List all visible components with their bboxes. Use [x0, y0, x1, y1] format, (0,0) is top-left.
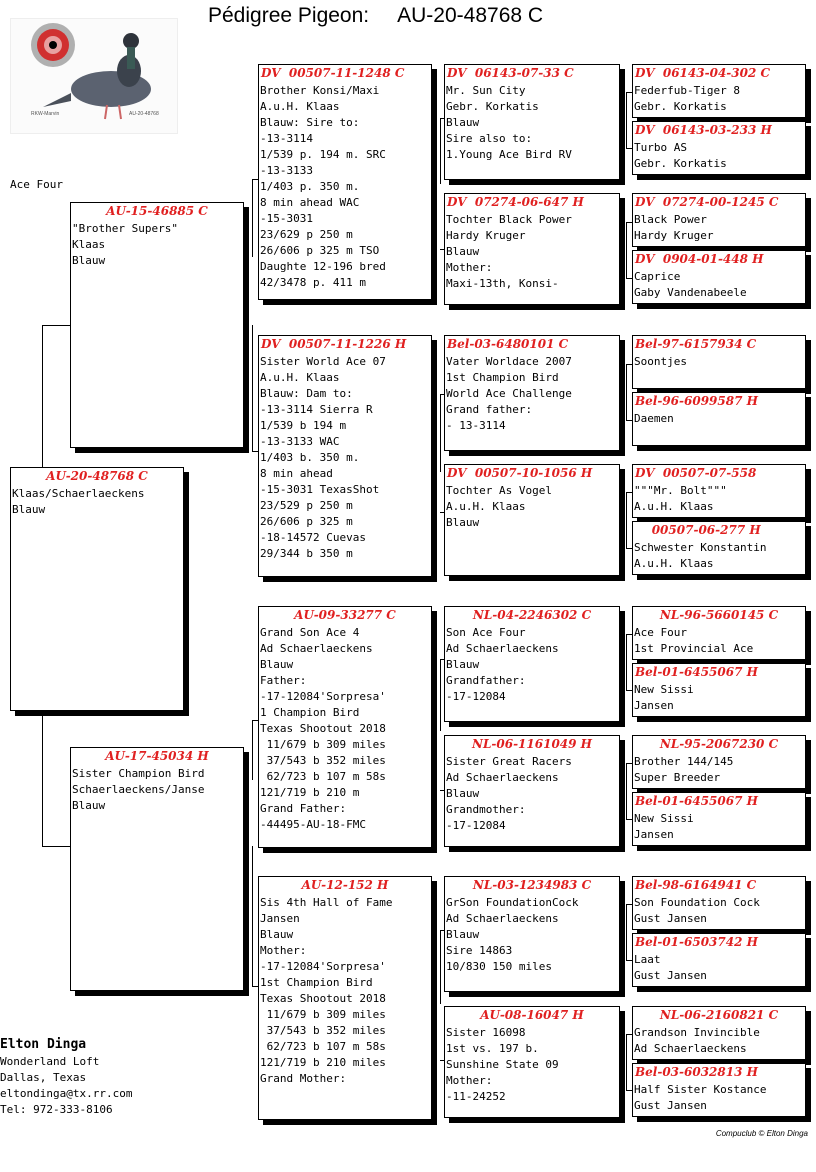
- gen5-box: [632, 464, 806, 518]
- gen5-box: [632, 933, 806, 987]
- pedigree-line: Turbo AS: [634, 141, 687, 154]
- pedigree-line: -15-3031 TexasShot: [260, 483, 380, 496]
- sire-line: Blauw: [72, 254, 106, 267]
- ring-number: NL-06-2160821 C: [659, 1008, 779, 1022]
- pedigree-line: -17-12084: [446, 819, 506, 832]
- pedigree-line: Gaby Vandenabeele: [634, 286, 747, 299]
- pedigree-line: Gebr. Korkatis: [634, 157, 727, 170]
- pedigree-line: Brother Konsi/Maxi: [260, 84, 380, 97]
- pedigree-line: -13-3133 WAC: [260, 435, 340, 448]
- ring-number: DV 00507-07-558: [635, 466, 757, 480]
- gen4-box: [444, 464, 620, 576]
- pedigree-line: Mother:: [260, 944, 307, 957]
- dam-box: [70, 747, 244, 991]
- photo-caption-right: AU-20-48768: [129, 111, 159, 117]
- pedigree-line: Gust Jansen: [634, 969, 707, 982]
- gen5-box: [632, 64, 806, 118]
- gen5-box: [632, 250, 806, 304]
- dam-line: Schaerlaeckens/Janse: [72, 783, 205, 796]
- ring-number: Bel-97-6157934 C: [635, 337, 757, 351]
- pedigree-line: 1/403 b. 350 m.: [260, 451, 360, 464]
- top-label: Ace Four: [10, 178, 63, 191]
- gen4-box: [444, 876, 620, 992]
- pedigree-line: Grandmother:: [446, 803, 526, 816]
- gen5-box: [632, 792, 806, 846]
- pedigree-line: 42/3478 p. 411 m: [260, 276, 366, 289]
- pedigree-line: Ad Schaerlaeckens: [446, 771, 559, 784]
- pedigree-line: Blauw: [446, 245, 480, 258]
- pedigree-line: 121/719 b 210 miles: [260, 1056, 386, 1069]
- page-title: Pédigree Pigeon: AU-20-48768 C: [208, 4, 544, 27]
- gen4-box: [444, 335, 620, 451]
- pedigree-line: Maxi-13th, Konsi-: [446, 277, 559, 290]
- pedigree-line: 1/539 b 194 m: [260, 419, 347, 432]
- ring-number: NL-03-1234983 C: [472, 878, 592, 892]
- gen5-box: [632, 193, 806, 247]
- pedigree-line: Ad Schaerlaeckens: [260, 642, 373, 655]
- pedigree-line: Hardy Kruger: [446, 229, 526, 242]
- owner-info: [0, 1036, 132, 1118]
- pedigree-line: Gebr. Korkatis: [634, 100, 727, 113]
- ring-number: Bel-03-6480101 C: [447, 337, 569, 351]
- pedigree-line: -17-12084: [446, 690, 506, 703]
- pedigree-line: 11/679 b 309 miles: [260, 738, 386, 751]
- sire-ring: AU-15-46885 C: [106, 204, 208, 218]
- pedigree-line: 37/543 b 352 miles: [260, 754, 386, 767]
- gen4-box: [444, 64, 620, 180]
- pedigree-line: -13-3114: [260, 132, 313, 145]
- gen4-box: [444, 1006, 620, 1118]
- pigeon-photo: [10, 18, 178, 134]
- pedigree-line: Daughte 12-196 bred: [260, 260, 386, 273]
- pedigree-line: 1st Provincial Ace: [634, 642, 754, 655]
- pedigree-line: Hardy Kruger: [634, 229, 714, 242]
- owner-email: eltondinga@tx.rr.com: [0, 1087, 133, 1100]
- ring-number: DV 00507-10-1056 H: [447, 466, 593, 480]
- pedigree-line: 8 min ahead WAC: [260, 196, 360, 209]
- gen5-box: [632, 392, 806, 446]
- ring-number: Bel-01-6455067 H: [635, 665, 758, 679]
- pedigree-line: Blauw: [260, 658, 294, 671]
- pedigree-line: -18-14572 Cuevas: [260, 531, 366, 544]
- gen4-box: [444, 735, 620, 847]
- pedigree-line: Blauw: Sire to:: [260, 116, 360, 129]
- owner-name: Elton Dinga: [0, 1037, 87, 1052]
- pedigree-line: Tochter Black Power: [446, 213, 572, 226]
- pedigree-line: Brother 144/145: [634, 755, 734, 768]
- pedigree-line: Ad Schaerlaeckens: [446, 912, 559, 925]
- pedigree-line: Federfub-Tiger 8: [634, 84, 740, 97]
- pedigree-line: 26/606 p 325 m TSO: [260, 244, 380, 257]
- pedigree-line: Blauw: [446, 658, 480, 671]
- pedigree-line: -11-24252: [446, 1090, 506, 1103]
- pedigree-line: """Mr. Bolt""": [634, 484, 727, 497]
- photo-caption-left: RKW-Marvin: [31, 111, 60, 117]
- pedigree-line: Ad Schaerlaeckens: [446, 642, 559, 655]
- ring-number: DV 06143-03-233 H: [635, 123, 772, 137]
- pedigree-line: -13-3133: [260, 164, 313, 177]
- gen5-box: [632, 876, 806, 930]
- pedigree-line: Schwester Konstantin: [634, 541, 767, 554]
- pedigree-line: 10/830 150 miles: [446, 960, 552, 973]
- pedigree-line: 62/723 b 107 m 58s: [260, 1040, 386, 1053]
- pedigree-line: 37/543 b 352 miles: [260, 1024, 386, 1037]
- pedigree-line: 23/629 p 250 m: [260, 228, 353, 241]
- pedigree-line: A.u.H. Klaas: [634, 557, 714, 570]
- ring-number: Bel-01-6503742 H: [635, 935, 758, 949]
- pedigree-line: Son Ace Four: [446, 626, 526, 639]
- pedigree-line: Blauw: [446, 928, 480, 941]
- pedigree-line: Grandfather:: [446, 674, 526, 687]
- ring-number: AU-09-33277 C: [294, 608, 396, 622]
- pedigree-line: A.u.H. Klaas: [260, 371, 340, 384]
- pedigree-line: Laat: [634, 953, 661, 966]
- pedigree-line: 11/679 b 309 miles: [260, 1008, 386, 1021]
- pedigree-line: Son Foundation Cock: [634, 896, 760, 909]
- pedigree-line: Grand Son Ace 4: [260, 626, 360, 639]
- sire-line: "Brother Supers": [72, 222, 178, 235]
- gen4-box: [444, 193, 620, 305]
- pedigree-line: Ad Schaerlaeckens: [634, 1042, 747, 1055]
- pedigree-line: -17-12084'Sorpresa': [260, 960, 386, 973]
- pedigree-line: Jansen: [634, 828, 674, 841]
- pedigree-line: Ace Four: [634, 626, 687, 639]
- ring-number: DV 0904-01-448 H: [635, 252, 764, 266]
- ring-number: Bel-03-6032813 H: [635, 1065, 758, 1079]
- pedigree-line: 29/344 b 350 m: [260, 547, 353, 560]
- sire-line: Klaas: [72, 238, 106, 251]
- pedigree-line: 1.Young Ace Bird RV: [446, 148, 572, 161]
- pedigree-line: 23/529 p 250 m: [260, 499, 353, 512]
- pedigree-line: A.u.H. Klaas: [260, 100, 340, 113]
- subject-line: Klaas/Schaerlaeckens: [12, 487, 145, 500]
- pedigree-line: Grandson Invincible: [634, 1026, 760, 1039]
- pedigree-line: Gust Jansen: [634, 1099, 707, 1112]
- pedigree-line: Grand father:: [446, 403, 533, 416]
- pedigree-line: Sire also to:: [446, 132, 533, 145]
- pedigree-line: Sis 4th Hall of Fame: [260, 896, 393, 909]
- pedigree-line: New Sissi: [634, 812, 694, 825]
- pedigree-line: A.u.H. Klaas: [634, 500, 714, 513]
- ring-number: NL-96-5660145 C: [659, 608, 779, 622]
- gen5-box: [632, 735, 806, 789]
- pedigree-line: - 13-3114: [446, 419, 506, 432]
- pedigree-line: 1st Champion Bird: [260, 976, 373, 989]
- pedigree-line: -13-3114 Sierra R: [260, 403, 373, 416]
- pedigree-line: Sister Great Racers: [446, 755, 572, 768]
- ring-number: AU-12-152 H: [301, 878, 389, 892]
- gen5-box: [632, 1063, 806, 1117]
- pedigree-line: Tochter As Vogel: [446, 484, 552, 497]
- pedigree-line: 1/539 p. 194 m. SRC: [260, 148, 386, 161]
- ring-number: DV 00507-11-1226 H: [261, 337, 407, 351]
- pedigree-line: Sire 14863: [446, 944, 513, 957]
- pedigree-line: Father:: [260, 674, 307, 687]
- owner-city: Dallas, Texas: [0, 1071, 87, 1084]
- pedigree-line: A.u.H. Klaas: [446, 500, 526, 513]
- pedigree-line: Gebr. Korkatis: [446, 100, 539, 113]
- pedigree-line: Texas Shootout 2018: [260, 722, 386, 735]
- ring-number: DV 06143-07-33 C: [447, 66, 574, 80]
- pedigree-line: Half Sister Kostance: [634, 1083, 767, 1096]
- pedigree-line: Sister World Ace 07: [260, 355, 386, 368]
- gen5-box: [632, 521, 806, 575]
- dam-ring: AU-17-45034 H: [105, 749, 209, 763]
- owner-phone: Tel: 972-333-8106: [0, 1103, 113, 1116]
- pedigree-line: Black Power: [634, 213, 707, 226]
- pedigree-line: New Sissi: [634, 683, 694, 696]
- pedigree-line: Blauw: [446, 516, 480, 529]
- dam-line: Sister Champion Bird: [72, 767, 205, 780]
- pedigree-line: Sunshine State 09: [446, 1058, 559, 1071]
- pedigree-line: GrSon FoundationCock: [446, 896, 579, 909]
- footer-credit: Compuclub © Elton Dinga: [715, 1129, 808, 1138]
- pedigree-line: Grand Mother:: [260, 1072, 347, 1085]
- granddam-paternal-box: [258, 335, 432, 577]
- pedigree-line: -44495-AU-18-FMC: [260, 818, 366, 831]
- ring-number: DV 00507-11-1248 C: [261, 66, 405, 80]
- subject-ring: AU-20-48768 C: [46, 469, 148, 483]
- ring-number: Bel-96-6099587 H: [635, 394, 758, 408]
- pedigree-line: Caprice: [634, 270, 681, 283]
- granddam-maternal-box: [258, 876, 432, 1120]
- pedigree-line: Blauw: [260, 928, 294, 941]
- pedigree-line: Blauw: [446, 116, 480, 129]
- gen5-box: [632, 335, 806, 389]
- pedigree-line: World Ace Challenge: [446, 387, 572, 400]
- pedigree-line: -15-3031: [260, 212, 313, 225]
- pedigree-line: 62/723 b 107 m 58s: [260, 770, 386, 783]
- pedigree-line: 8 min ahead: [260, 467, 333, 480]
- pedigree-line: Soontjes: [634, 355, 687, 368]
- pedigree-line: -17-12084'Sorpresa': [260, 690, 386, 703]
- pedigree-line: 1 Champion Bird: [260, 706, 360, 719]
- pedigree-line: Mother:: [446, 261, 493, 274]
- pedigree-line: Daemen: [634, 412, 674, 425]
- ring-number: NL-04-2246302 C: [472, 608, 592, 622]
- gen5-box: [632, 121, 806, 175]
- pedigree-line: 1st vs. 197 b.: [446, 1042, 539, 1055]
- pedigree-line: Gust Jansen: [634, 912, 707, 925]
- pedigree-line: Blauw: [446, 787, 480, 800]
- ring-number: Bel-01-6455067 H: [635, 794, 758, 808]
- pedigree-line: Sister 16098: [446, 1026, 526, 1039]
- ring-number: NL-95-2067230 C: [659, 737, 779, 751]
- grandsire-maternal-box: [258, 606, 432, 848]
- ring-number: NL-06-1161049 H: [471, 737, 593, 751]
- pedigree-line: Jansen: [634, 699, 674, 712]
- ring-number: DV 07274-00-1245 C: [635, 195, 779, 209]
- pedigree-line: Mr. Sun City: [446, 84, 526, 97]
- subject-line: Blauw: [12, 503, 46, 516]
- pedigree-line: Mother:: [446, 1074, 493, 1087]
- gen4-box: [444, 606, 620, 722]
- ring-number: DV 07274-06-647 H: [447, 195, 584, 209]
- pedigree-line: Grand Father:: [260, 802, 347, 815]
- owner-loft: Wonderland Loft: [0, 1055, 100, 1068]
- dam-line: Blauw: [72, 799, 106, 812]
- pedigree-line: Super Breeder: [634, 771, 721, 784]
- pedigree-line: Texas Shootout 2018: [260, 992, 386, 1005]
- pedigree-line: 1/403 p. 350 m.: [260, 180, 360, 193]
- sire-box: [70, 202, 244, 448]
- ring-number: AU-08-16047 H: [480, 1008, 584, 1022]
- gen5-box: [632, 1006, 806, 1060]
- ring-number: 00507-06-277 H: [635, 523, 761, 537]
- pedigree-line: 26/606 p 325 m: [260, 515, 353, 528]
- pedigree-line: Jansen: [260, 912, 300, 925]
- gen5-box: [632, 606, 806, 660]
- grandsire-paternal-box: [258, 64, 432, 300]
- pedigree-line: 1st Champion Bird: [446, 371, 559, 384]
- subject-pigeon-box: [10, 467, 184, 711]
- ring-number: DV 06143-04-302 C: [635, 66, 771, 80]
- ring-number: Bel-98-6164941 C: [635, 878, 757, 892]
- pedigree-line: 121/719 b 210 m: [260, 786, 360, 799]
- gen5-box: [632, 663, 806, 717]
- pedigree-line: Vater Worldace 2007: [446, 355, 572, 368]
- pedigree-line: Blauw: Dam to:: [260, 387, 353, 400]
